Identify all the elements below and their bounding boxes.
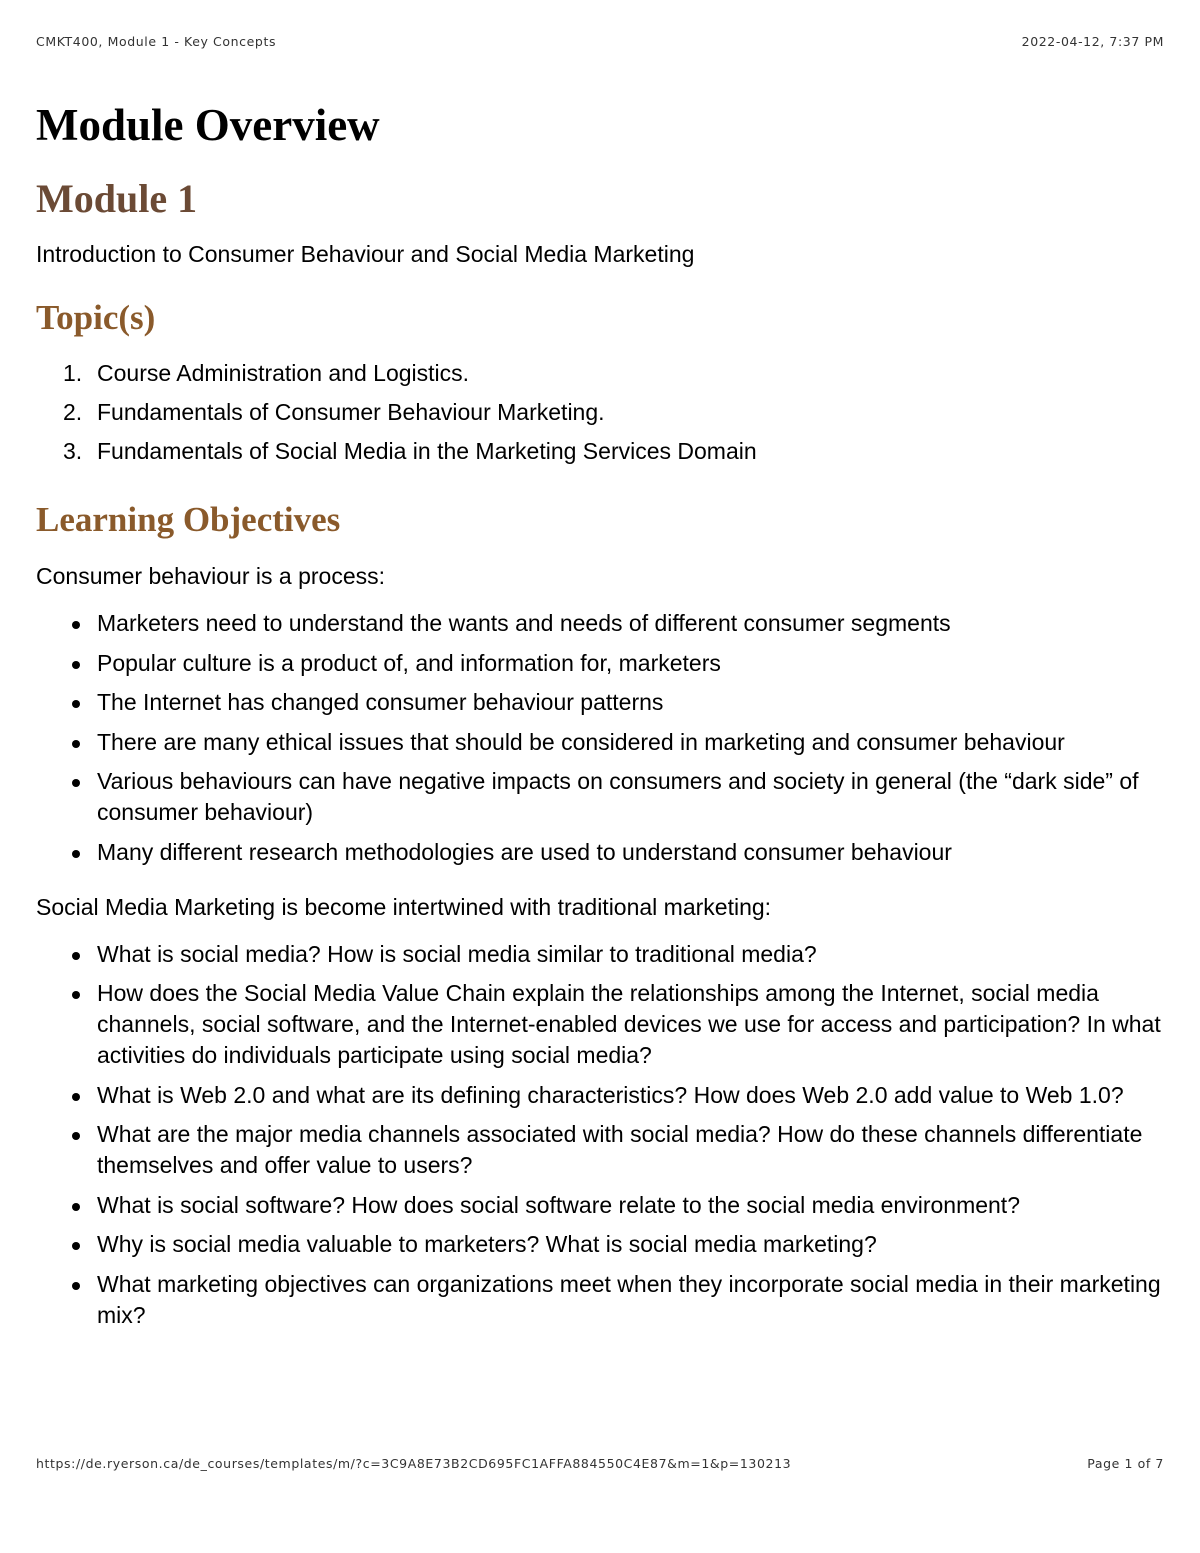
list-item: Popular culture is a product of, and information for, marketers	[36, 648, 1166, 679]
social-media-list	[36, 939, 1166, 1331]
module-heading: Module 1	[36, 176, 198, 221]
print-footer	[36, 1456, 1164, 1471]
list-item: What are the major media channels associated with social media? How do these channels differentiate themselves and offer value to users?	[36, 1119, 1166, 1181]
list-item: The Internet has changed consumer behaviour patterns	[36, 687, 1166, 718]
topic-item	[36, 436, 1166, 467]
module-subtitle: Introduction to Consumer Behaviour and Social Media Marketing	[36, 241, 695, 267]
list-item: Why is social media valuable to marketers? What is social media marketing?	[36, 1229, 1166, 1260]
consumer-behaviour-intro: Consumer behaviour is a process:	[36, 563, 385, 589]
consumer-behaviour-list	[36, 608, 1166, 868]
topic-text: Course Administration and Logistics.	[97, 360, 470, 386]
print-timestamp: 2022-04-12, 7:37 PM	[1021, 34, 1164, 49]
list-item: What is Web 2.0 and what are its defining characteristics? How does Web 2.0 add value to Web 1.0?	[36, 1080, 1166, 1111]
list-item: What is social media? How is social media similar to traditional media?	[36, 939, 1166, 970]
list-item: Marketers need to understand the wants and needs of different consumer segments	[36, 608, 1166, 639]
topic-number: 2.	[63, 399, 83, 425]
topic-text: Fundamentals of Social Media in the Marketing Services Domain	[97, 438, 757, 464]
list-item: There are many ethical issues that should be considered in marketing and consumer behaviour	[36, 727, 1166, 758]
topic-item	[36, 358, 1166, 389]
topic-number: 1.	[63, 360, 83, 386]
page-title: Module Overview	[36, 100, 380, 150]
list-item: What is social software? How does social software relate to the social media environment?	[36, 1190, 1166, 1221]
list-item: What marketing objectives can organizations meet when they incorporate social media in their marketing mix?	[36, 1269, 1166, 1331]
page-content	[36, 98, 1166, 1339]
topics-heading: Topic(s)	[36, 298, 156, 337]
objectives-heading: Learning Objectives	[36, 500, 341, 539]
page-url: https://de.ryerson.ca/de_courses/templates/m/?c=3C9A8E73B2CD695FC1AFFA884550C4E87&m=1&p=130213	[36, 1456, 792, 1471]
document-title: CMKT400, Module 1 - Key Concepts	[36, 34, 277, 49]
list-item: Various behaviours can have negative impacts on consumers and society in general (the “dark side” of consumer behaviour)	[36, 766, 1166, 828]
social-media-intro: Social Media Marketing is become intertwined with traditional marketing:	[36, 893, 772, 920]
print-header	[36, 34, 1164, 49]
topic-list	[36, 358, 1166, 467]
list-item: Many different research methodologies are used to understand consumer behaviour	[36, 837, 1166, 868]
topic-item	[36, 397, 1166, 428]
topic-text: Fundamentals of Consumer Behaviour Marketing.	[97, 399, 605, 425]
topic-number: 3.	[63, 438, 83, 464]
list-item: How does the Social Media Value Chain explain the relationships among the Internet, social media channels, social software, and the Internet-enabled devices we use for access and participation? In what activities do individuals participate using social media?	[36, 978, 1166, 1071]
page-number: Page 1 of 7	[1087, 1456, 1164, 1471]
